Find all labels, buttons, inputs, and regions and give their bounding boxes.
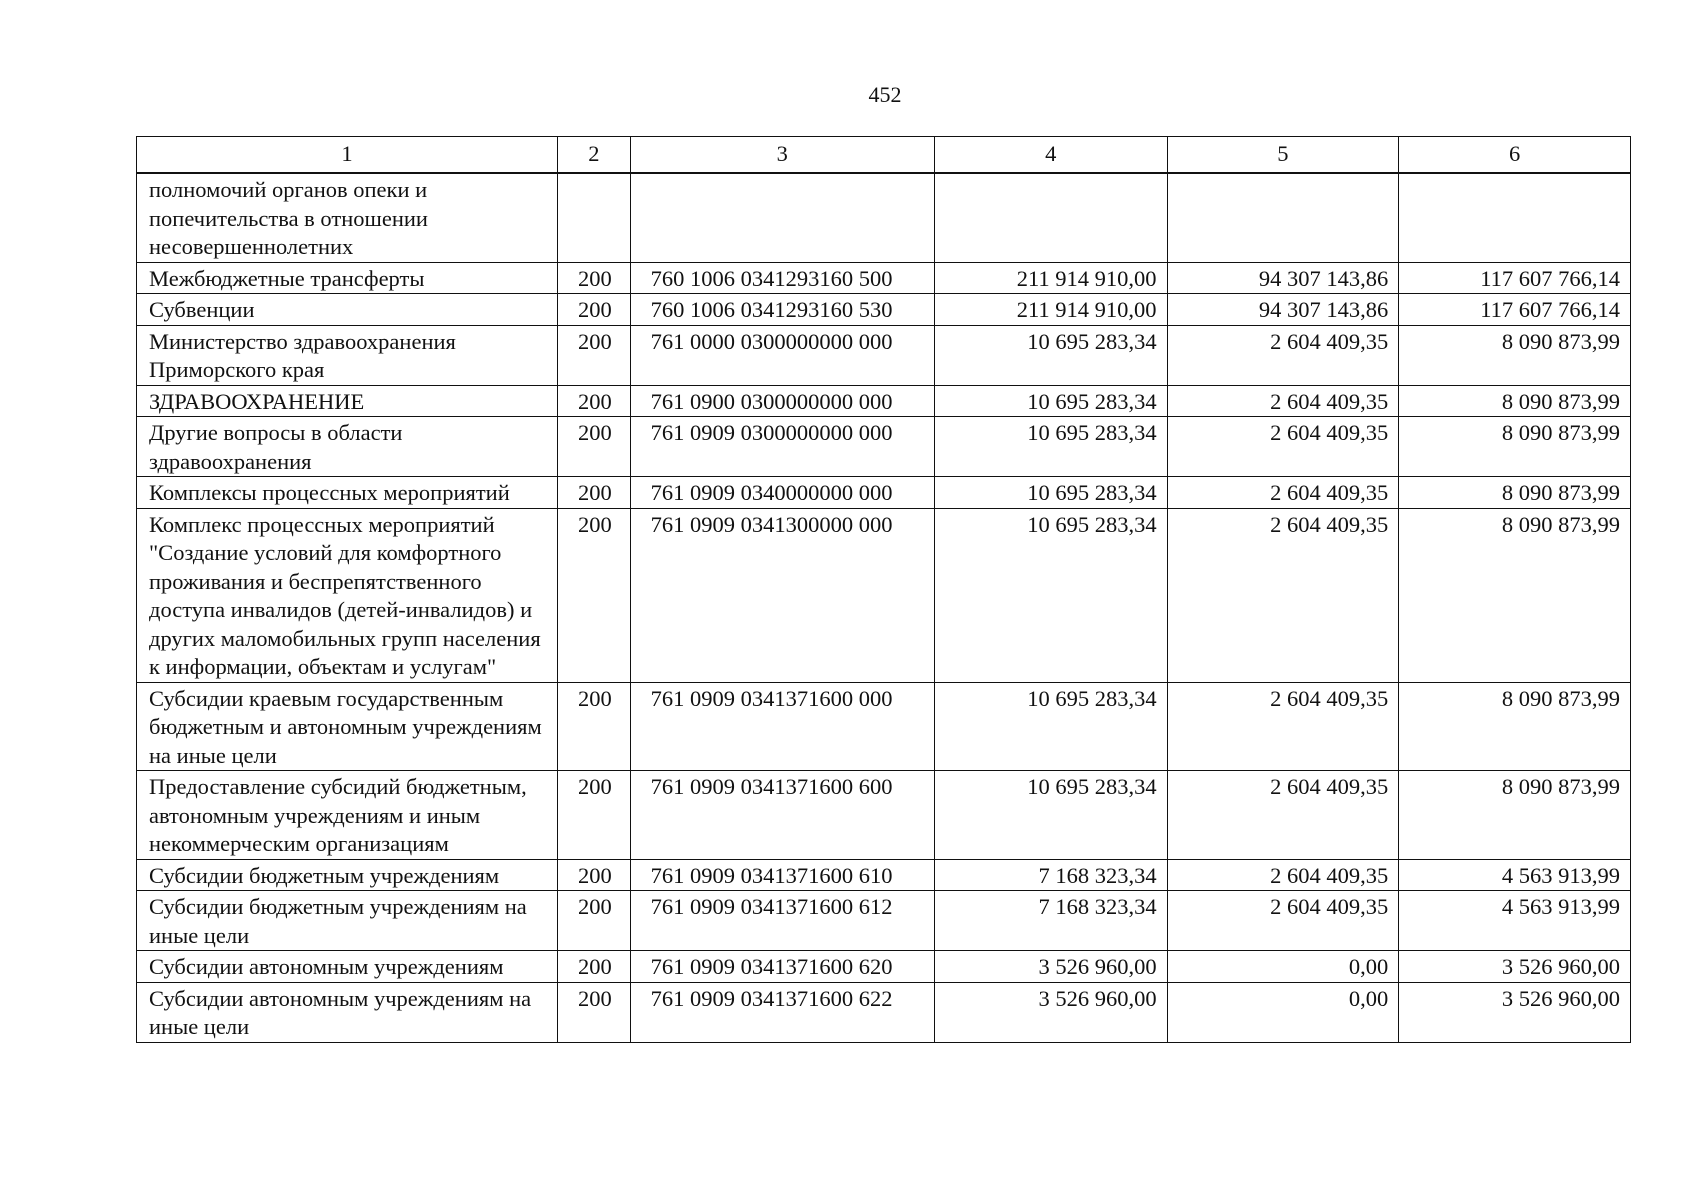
- cell-name: Министерство здравоохранения Приморского края: [137, 325, 558, 385]
- cell-amount-approved: 10 695 283,34: [934, 771, 1167, 860]
- cell-line-code: 200: [558, 262, 631, 294]
- cell-amount-remaining: 8 090 873,99: [1399, 325, 1631, 385]
- cell-amount-executed: 2 604 409,35: [1167, 385, 1399, 417]
- table-row: [137, 891, 1631, 951]
- page-number: 452: [868, 82, 902, 107]
- table-row: [137, 477, 1631, 509]
- cell-budget-code: 761 0909 0341371600 612: [630, 891, 934, 951]
- cell-name: Субсидии краевым государственным бюджетным и автономным учреждениям на иные цели: [137, 682, 558, 771]
- cell-amount-executed: 0,00: [1167, 951, 1399, 983]
- cell-amount-executed: 2 604 409,35: [1167, 508, 1399, 682]
- cell-line-code: 200: [558, 951, 631, 983]
- cell-name: Субвенции: [137, 294, 558, 326]
- budget-table: [136, 136, 1631, 1043]
- table-row: [137, 682, 1631, 771]
- cell-amount-approved: 10 695 283,34: [934, 417, 1167, 477]
- table-row: [137, 173, 1631, 262]
- cell-amount-remaining: 8 090 873,99: [1399, 771, 1631, 860]
- cell-amount-approved: 10 695 283,34: [934, 508, 1167, 682]
- cell-name: Межбюджетные трансферты: [137, 262, 558, 294]
- table-header: [137, 137, 1631, 174]
- cell-line-code: 200: [558, 325, 631, 385]
- cell-budget-code: 761 0909 0341371600 622: [630, 982, 934, 1042]
- cell-line-code: 200: [558, 891, 631, 951]
- cell-amount-remaining: 8 090 873,99: [1399, 477, 1631, 509]
- cell-amount-remaining: 8 090 873,99: [1399, 682, 1631, 771]
- cell-name: Другие вопросы в области здравоохранения: [137, 417, 558, 477]
- cell-line-code: 200: [558, 385, 631, 417]
- cell-amount-executed: 2 604 409,35: [1167, 682, 1399, 771]
- cell-amount-remaining: 8 090 873,99: [1399, 508, 1631, 682]
- cell-amount-approved: 211 914 910,00: [934, 294, 1167, 326]
- cell-budget-code: 761 0909 0341371600 000: [630, 682, 934, 771]
- cell-budget-code: 761 0900 0300000000 000: [630, 385, 934, 417]
- table-row: [137, 325, 1631, 385]
- cell-amount-approved: 10 695 283,34: [934, 325, 1167, 385]
- cell-amount-executed: 2 604 409,35: [1167, 417, 1399, 477]
- cell-amount-remaining: 3 526 960,00: [1399, 951, 1631, 983]
- cell-name: Комплексы процессных мероприятий: [137, 477, 558, 509]
- column-header-5: 5: [1167, 137, 1399, 174]
- cell-amount-remaining: 117 607 766,14: [1399, 262, 1631, 294]
- cell-amount-remaining: 4 563 913,99: [1399, 891, 1631, 951]
- cell-budget-code: 761 0909 0300000000 000: [630, 417, 934, 477]
- cell-amount-approved: 7 168 323,34: [934, 891, 1167, 951]
- cell-line-code: 200: [558, 771, 631, 860]
- cell-name: Предоставление субсидий бюджетным, автономным учреждениям и иным некоммерческим организациям: [137, 771, 558, 860]
- cell-name: Субсидии автономным учреждениям: [137, 951, 558, 983]
- cell-budget-code: 761 0909 0340000000 000: [630, 477, 934, 509]
- cell-amount-executed: 2 604 409,35: [1167, 477, 1399, 509]
- column-header-4: 4: [934, 137, 1167, 174]
- cell-amount-approved: 7 168 323,34: [934, 859, 1167, 891]
- cell-amount-executed: 2 604 409,35: [1167, 325, 1399, 385]
- table-row: [137, 262, 1631, 294]
- cell-budget-code: 761 0909 0341371600 610: [630, 859, 934, 891]
- cell-budget-code: 760 1006 0341293160 530: [630, 294, 934, 326]
- cell-budget-code: 761 0909 0341371600 620: [630, 951, 934, 983]
- cell-amount-remaining: 4 563 913,99: [1399, 859, 1631, 891]
- cell-line-code: 200: [558, 859, 631, 891]
- column-header-3: 3: [630, 137, 934, 174]
- cell-name: полномочий органов опеки и попечительства в отношении несовершеннолетних: [137, 173, 558, 262]
- cell-amount-approved: [934, 173, 1167, 262]
- cell-amount-approved: 10 695 283,34: [934, 477, 1167, 509]
- cell-amount-remaining: 3 526 960,00: [1399, 982, 1631, 1042]
- cell-amount-executed: 94 307 143,86: [1167, 294, 1399, 326]
- cell-amount-approved: 10 695 283,34: [934, 385, 1167, 417]
- cell-name: Субсидии автономным учреждениям на иные цели: [137, 982, 558, 1042]
- cell-amount-remaining: 8 090 873,99: [1399, 417, 1631, 477]
- cell-name: ЗДРАВООХРАНЕНИЕ: [137, 385, 558, 417]
- cell-amount-approved: 3 526 960,00: [934, 982, 1167, 1042]
- cell-name: Комплекс процессных мероприятий "Создание условий для комфортного проживания и беспрепятственного доступа инвалидов (детей-инвалидов) и других маломобильных групп населения к информации, объектам и услугам": [137, 508, 558, 682]
- table-row: [137, 951, 1631, 983]
- cell-amount-executed: 0,00: [1167, 982, 1399, 1042]
- cell-line-code: 200: [558, 294, 631, 326]
- cell-budget-code: [630, 173, 934, 262]
- table-row: [137, 385, 1631, 417]
- table-row: [137, 859, 1631, 891]
- cell-amount-executed: 2 604 409,35: [1167, 859, 1399, 891]
- cell-amount-executed: 2 604 409,35: [1167, 771, 1399, 860]
- cell-line-code: 200: [558, 682, 631, 771]
- table-row: [137, 417, 1631, 477]
- cell-amount-approved: 211 914 910,00: [934, 262, 1167, 294]
- cell-budget-code: 760 1006 0341293160 500: [630, 262, 934, 294]
- cell-line-code: 200: [558, 477, 631, 509]
- cell-amount-approved: 10 695 283,34: [934, 682, 1167, 771]
- column-header-2: 2: [558, 137, 631, 174]
- column-header-6: 6: [1399, 137, 1631, 174]
- cell-amount-remaining: 117 607 766,14: [1399, 294, 1631, 326]
- cell-name: Субсидии бюджетным учреждениям: [137, 859, 558, 891]
- cell-amount-approved: 3 526 960,00: [934, 951, 1167, 983]
- cell-amount-remaining: 8 090 873,99: [1399, 385, 1631, 417]
- cell-amount-executed: 2 604 409,35: [1167, 891, 1399, 951]
- cell-line-code: 200: [558, 508, 631, 682]
- cell-line-code: 200: [558, 982, 631, 1042]
- cell-line-code: 200: [558, 417, 631, 477]
- cell-name: Субсидии бюджетным учреждениям на иные цели: [137, 891, 558, 951]
- cell-amount-executed: 94 307 143,86: [1167, 262, 1399, 294]
- table-row: [137, 771, 1631, 860]
- table-row: [137, 982, 1631, 1042]
- cell-budget-code: 761 0000 0300000000 000: [630, 325, 934, 385]
- cell-budget-code: 761 0909 0341300000 000: [630, 508, 934, 682]
- table-body: [137, 173, 1631, 1042]
- table-row: [137, 508, 1631, 682]
- table-row: [137, 294, 1631, 326]
- cell-budget-code: 761 0909 0341371600 600: [630, 771, 934, 860]
- header-row: [137, 137, 1631, 174]
- cell-amount-remaining: [1399, 173, 1631, 262]
- cell-amount-executed: [1167, 173, 1399, 262]
- column-header-1: 1: [137, 137, 558, 174]
- cell-line-code: [558, 173, 631, 262]
